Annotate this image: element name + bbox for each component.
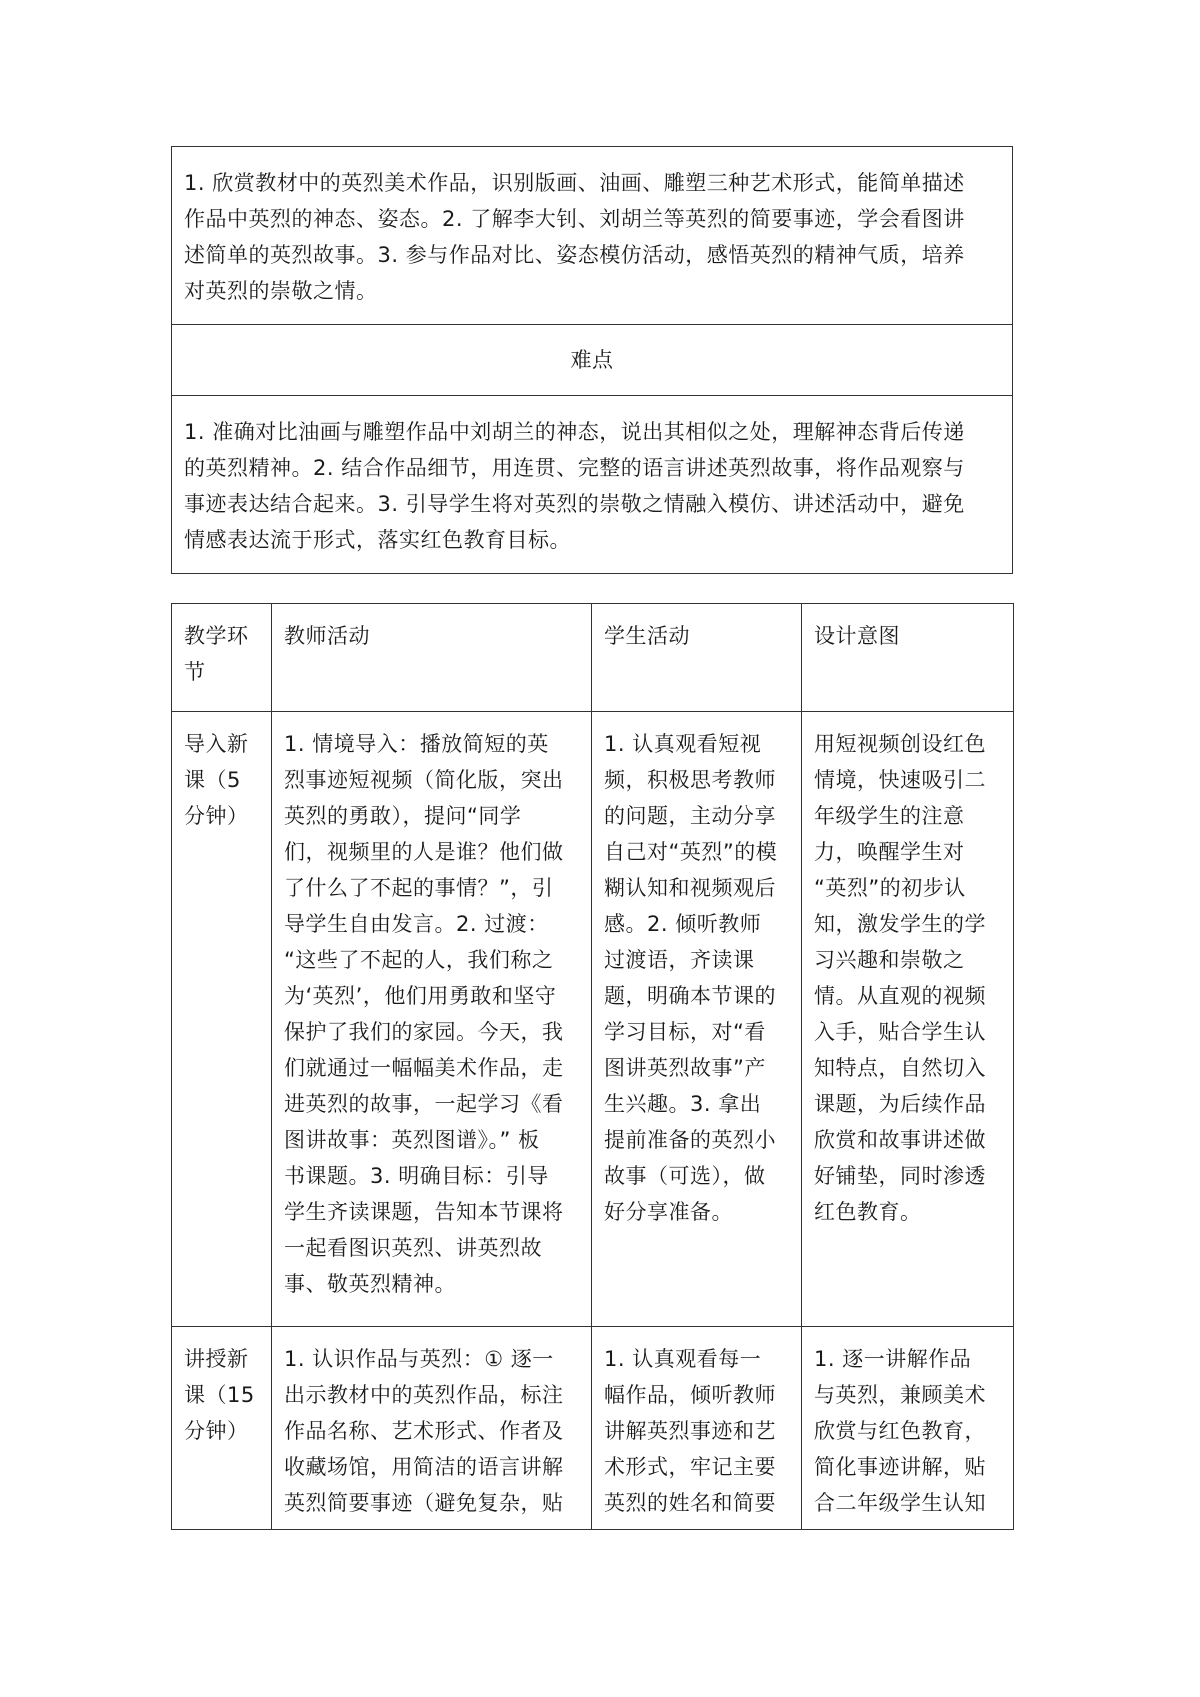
difficulty-heading: 难点	[570, 348, 614, 372]
intent-text: 用短视频创设红色 情境，快速吸引二 年级学生的注意 力，唤醒学生对 “英烈”的初步认 知，激发学生的学 习兴趣和崇敬之 情。从直观的视频 入手，贴合学生认 知特点，自然切入 课题，为后续作品 欣赏和故事讲述做 好铺垫，同时渗透 红色教育。	[814, 732, 986, 1224]
row-stage	[172, 712, 272, 1327]
table-row	[172, 712, 1014, 1327]
header-teacher	[272, 604, 592, 712]
stage-text: 讲授新 课（15 分钟）	[184, 1347, 255, 1443]
objectives-table	[171, 146, 1013, 574]
row-stage	[172, 1327, 272, 1530]
difficulty-cell	[172, 396, 1013, 574]
row-intent	[802, 1327, 1014, 1530]
header-student	[592, 604, 802, 712]
header-stage	[172, 604, 272, 712]
objectives-text: 1. 欣赏教材中的英烈美术作品，识别版画、油画、雕塑三种艺术形式，能简单描述 作品中英烈的神态、姿态。2. 了解李大钊、刘胡兰等英烈的简要事迹，学会看图讲 述简单的英烈故事。3. 参与作品对比、姿态模仿活动，感悟英烈的精神气质，培养 对英烈的崇敬之情。	[184, 171, 965, 303]
table-row	[172, 1327, 1014, 1530]
stage-text: 导入新 课（5 分钟）	[184, 732, 249, 828]
table-header-row	[172, 604, 1014, 712]
student-text: 1. 认真观看短视 频，积极思考教师 的问题，主动分享 自己对“英烈”的模 糊认知和视频观后 感。2. 倾听教师 过渡语，齐读课 题，明确本节课的 学习目标，对“看 图讲英烈故事”产 生兴趣。3. 拿出 提前准备的英烈小 故事（可选），做 好分享准备。	[604, 732, 778, 1224]
teacher-text: 1. 情境导入：播放简短的英 烈事迹短视频（简化版，突出 英烈的勇敢），提问“同学 们，视频里的人是谁？他们做 了什么了不起的事情？”，引 导学生自由发言。2. 过渡： “这些了不起的人，我们称之 为‘英烈’，他们用勇敢和坚守 保护了我们的家园。今天，我 们就通过一幅幅美术作品，走 进英烈的故事，一起学习《看 图讲故事：英烈图谱》。” 板 书课题。3. 明确目标：引导 学生齐读课题，告知本节课将 一起看图识英烈、讲英烈故 事、敬英烈精神。	[284, 732, 564, 1296]
intent-text: 1. 逐一讲解作品 与英烈，兼顾美术 欣赏与红色教育， 简化事迹讲解，贴 合二年级学生认知	[814, 1347, 986, 1515]
header-intent	[802, 604, 1014, 712]
student-text: 1. 认真观看每一 幅作品，倾听教师 讲解英烈事迹和艺 术形式，牢记主要 英烈的姓名和简要	[604, 1347, 776, 1515]
row-student	[592, 1327, 802, 1530]
row-teacher	[272, 712, 592, 1327]
row-student	[592, 712, 802, 1327]
objectives-cell	[172, 147, 1013, 325]
header-stage-label: 教学环 节	[184, 624, 249, 684]
difficulty-text: 1. 准确对比油画与雕塑作品中刘胡兰的神态，说出其相似之处，理解神态背后传递 的英烈精神。2. 结合作品细节，用连贯、完整的语言讲述英烈故事，将作品观察与 事迹表达结合起来。3. 引导学生将对英烈的崇敬之情融入模仿、讲述活动中，避免 情感表达流于形式，落实红色教育目标。	[184, 420, 965, 552]
header-intent-label: 设计意图	[814, 624, 900, 648]
row-intent	[802, 712, 1014, 1327]
difficulty-heading-cell	[172, 325, 1013, 396]
lesson-process-table	[171, 603, 1014, 1530]
header-student-label: 学生活动	[604, 624, 690, 648]
header-teacher-label: 教师活动	[284, 624, 370, 648]
teacher-text: 1. 认识作品与英烈：① 逐一 出示教材中的英烈作品，标注 作品名称、艺术形式、作者及 收藏场馆，用简洁的语言讲解 英烈简要事迹（避免复杂，贴	[284, 1347, 564, 1515]
row-teacher	[272, 1327, 592, 1530]
